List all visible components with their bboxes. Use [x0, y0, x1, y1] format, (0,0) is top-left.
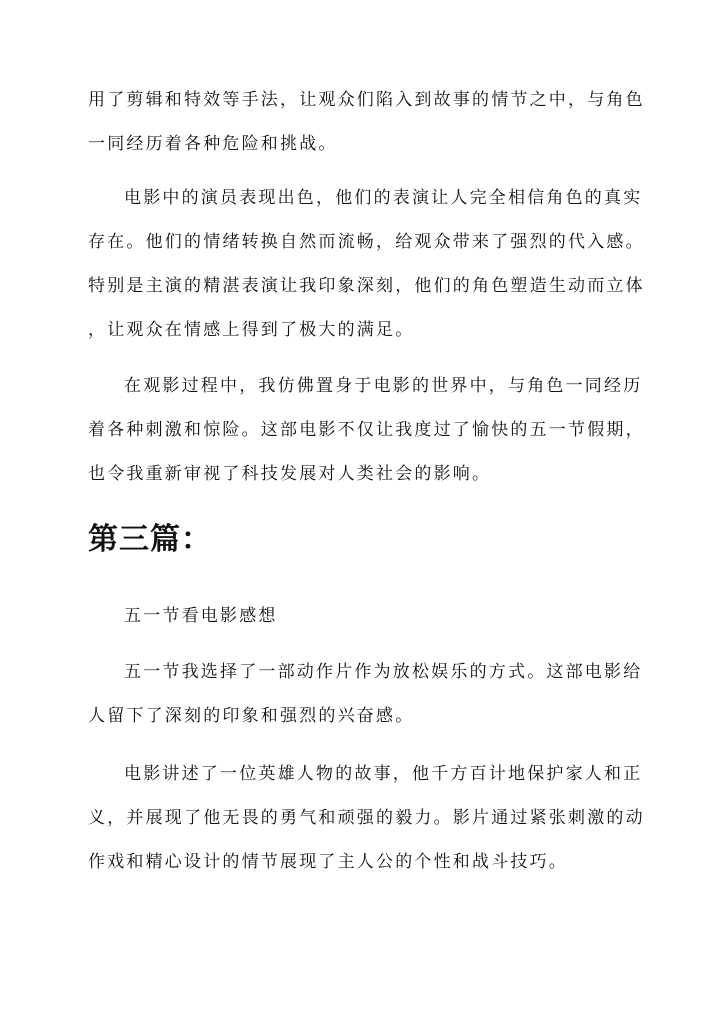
paragraph-5-line-2: 义，并展现了他无畏的勇气和顽强的毅力。影片通过紧张刺激的动 [88, 808, 645, 828]
section-heading: 第三篇： [88, 522, 212, 557]
paragraph-1-line-1: 用了剪辑和特效等手法，让观众们陷入到故事的情节之中，与角色 [88, 90, 645, 110]
paragraph-2-line-1: 电影中的演员表现出色，他们的表演让人完全相信角色的真实 [124, 188, 643, 208]
article-subtitle: 五一节看电影感想 [124, 606, 278, 626]
paragraph-5-line-1: 电影讲述了一位英雄人物的故事，他千方百计地保护家人和正 [124, 764, 643, 784]
paragraph-3-line-1: 在观影过程中，我仿佛置身于电影的世界中，与角色一同经历 [124, 376, 643, 396]
paragraph-4-line-1: 五一节我选择了一部动作片作为放松娱乐的方式。这部电影给 [124, 662, 643, 682]
paragraph-4-line-2: 人留下了深刻的印象和强烈的兴奋感。 [88, 706, 415, 726]
paragraph-1-line-2: 一同经历着各种危险和挑战。 [88, 134, 338, 154]
paragraph-2-line-4: ，让观众在情感上得到了极大的满足。 [88, 320, 415, 340]
paragraph-2-line-2: 存在。他们的情绪转换自然而流畅，给观众带来了强烈的代入感。 [88, 232, 645, 252]
paragraph-3-line-2: 着各种刺激和惊险。这部电影不仅让我度过了愉快的五一节假期， [88, 420, 645, 440]
paragraph-2-line-3: 特别是主演的精湛表演让我印象深刻，他们的角色塑造生动而立体 [88, 276, 645, 296]
paragraph-3-line-3: 也令我重新审视了科技发展对人类社会的影响。 [88, 464, 492, 484]
paragraph-5-line-3: 作戏和精心设计的情节展现了主人公的个性和战斗技巧。 [88, 852, 568, 872]
